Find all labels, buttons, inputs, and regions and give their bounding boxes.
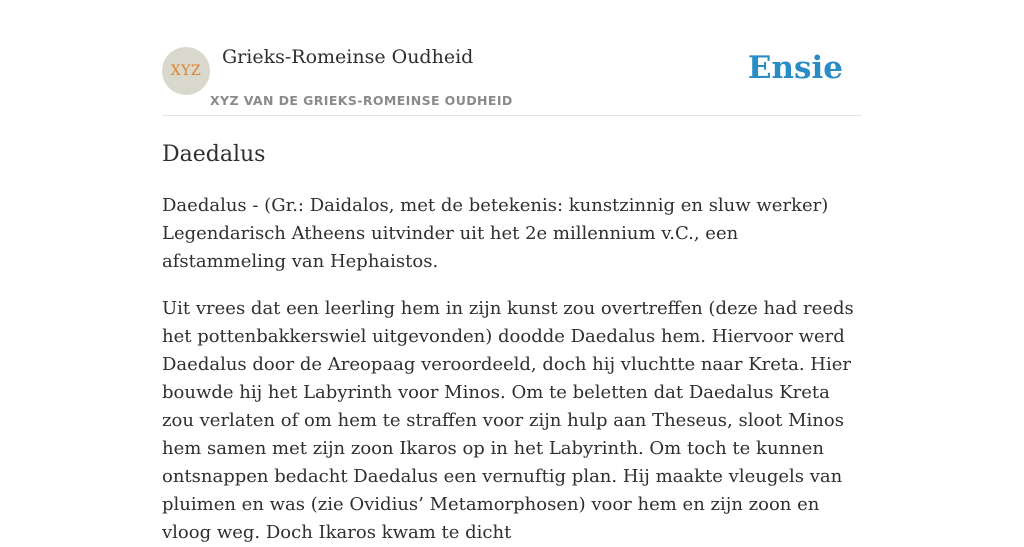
ensie-logo[interactable]: Ensie xyxy=(747,50,843,86)
collection-subtitle[interactable]: XYZ VAN DE GRIEKS-ROMEINSE OUDHEID xyxy=(210,93,513,108)
article-paragraph: Uit vrees dat een leerling hem in zijn kunst zou overtreffen (deze had reeds het pottenbakkerswiel uitgevonden) doodde Daedalus hem. Hiervoor werd Daedalus door de Areopaag veroordeeld, doch hij vluchtte naar Kreta. Hier bouwde hij het Labyrinth voor Minos. Om te beletten dat Daedalus Kreta zou verlaten of om hem te straffen voor zijn hulp aan Theseus, sloot Minos hem samen met zijn zoon Ikaros op in het Labyrinth. Om toch te kunnen ontsnappen bedacht Daedalus een vernuftig plan. Hij maakte vleugels van pluimen en was (zie Ovidius’ Metamorphosen) voor hem en zijn zoon en vloog weg. Doch Ikaros kwam te dicht xyxy=(162,298,854,543)
avatar-text: XYZ xyxy=(170,63,202,79)
article-title: Daedalus xyxy=(162,142,266,167)
article-paragraph: Daedalus - (Gr.: Daidalos, met de betekenis: kunstzinnig en sluw werker) Legendarisch Atheens uitvinder uit het 2e millennium v.C., een afstammeling van Hephaistos. xyxy=(162,195,829,272)
site-header xyxy=(162,0,862,116)
collection-avatar[interactable] xyxy=(162,47,210,95)
collection-title[interactable]: Grieks-Romeinse Oudheid xyxy=(222,46,474,68)
article xyxy=(162,138,862,547)
